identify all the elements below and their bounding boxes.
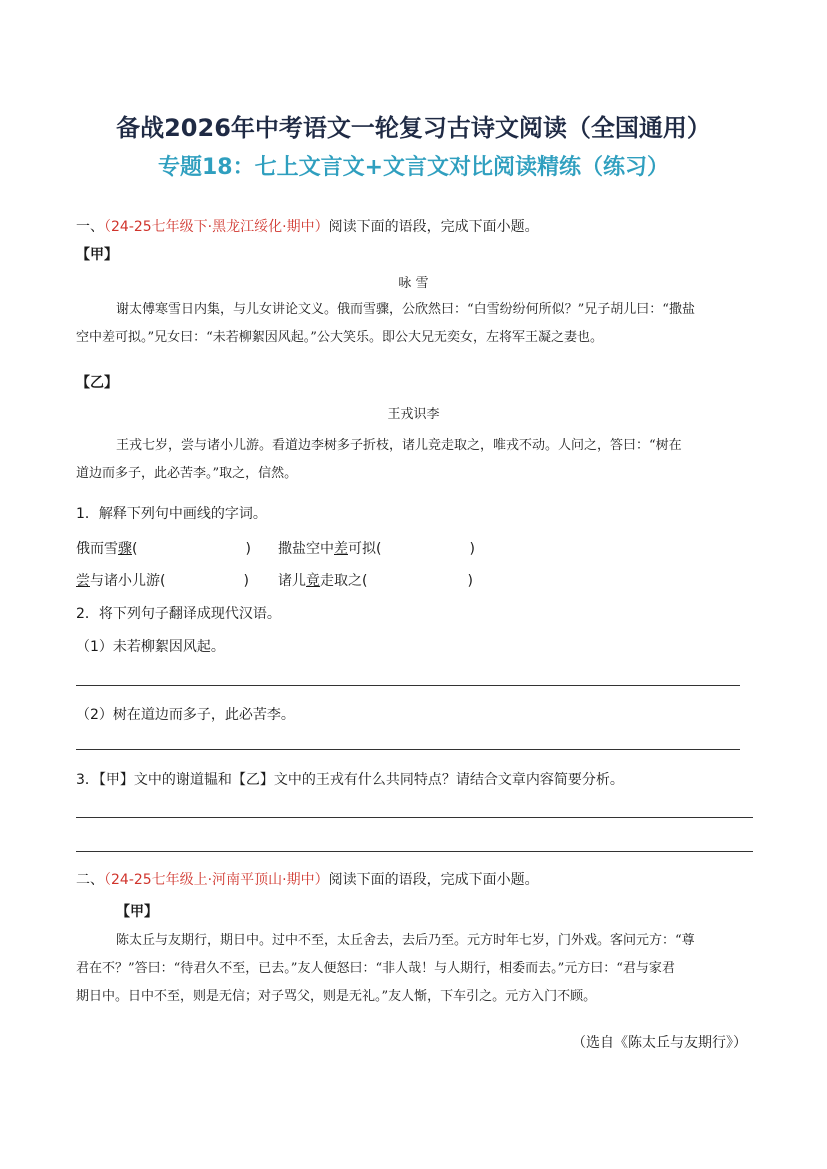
jia-label: 【甲】	[76, 247, 118, 263]
q1-prompt: 1．解释下列句中画线的字词。	[76, 506, 267, 522]
q2-sentence-1: （1）未若柳絮因风起。	[76, 639, 225, 655]
underlined-word: 竟	[306, 573, 320, 589]
q1-item: 尝与诸小儿游( )	[76, 573, 249, 589]
yi-label: 【乙】	[76, 375, 118, 391]
answer-line[interactable]	[76, 685, 740, 686]
yi-line-2: 道边而多子，此必苦李。”取之，信然。	[76, 466, 298, 481]
section2-jia-label: 【甲】	[116, 904, 158, 920]
section1-instruction: 阅读下面的语段，完成下面小题。	[328, 219, 539, 235]
q1-item: 俄而雪骤( )	[76, 541, 251, 557]
q2-sentence-2: （2）树在道边而多子，此必苦李。	[76, 707, 295, 723]
answer-line[interactable]	[76, 851, 753, 852]
yi-title: 王戎识李	[387, 407, 440, 422]
section2-line-1: 陈太丘与友期行，期日中。过中不至，太丘舍去，去后乃至。元方时年七岁，门外戏。客问元方：“尊	[116, 933, 695, 948]
answer-line[interactable]	[76, 749, 740, 750]
q1-item: 撒盐空中差可拟( )	[278, 541, 475, 557]
jia-text	[76, 296, 695, 352]
citation: （选自《陈太丘与友期行》）	[572, 1035, 747, 1051]
yi-text	[76, 432, 682, 488]
section1-source: （24-25七年级下·黑龙江绥化·期中）	[104, 219, 329, 235]
section2-heading	[76, 869, 539, 889]
section2-instruction: 阅读下面的语段，完成下面小题。	[328, 872, 539, 888]
section1-number: 一、	[76, 219, 104, 235]
section2-source: （24-25七年级上·河南平顶山·期中）	[104, 872, 329, 888]
q3-prompt: 3．【甲】文中的谢道韫和【乙】文中的王戎有什么共同特点？请结合文章内容简要分析。	[76, 772, 624, 788]
underlined-word: 差	[334, 541, 348, 557]
section2-text	[76, 927, 695, 1011]
q1-item: 诸儿竟走取之( )	[278, 573, 473, 589]
section2-line-3: 期日中。日中不至，则是无信；对子骂父，则是无礼。”友人惭，下车引之。元方入门不顾。	[76, 989, 597, 1004]
section2-number: 二、	[76, 872, 104, 888]
section1-heading	[76, 216, 539, 236]
q2-prompt: 2．将下列句子翻译成现代汉语。	[76, 606, 281, 622]
yi-line-1: 王戎七岁，尝与诸小儿游。看道边李树多子折枝，诸儿竞走取之，唯戎不动。人问之，答曰：“树在	[116, 438, 682, 453]
jia-line-2: 空中差可拟。”兄女曰：“未若柳絮因风起。”公大笑乐。即公大兄无奕女，左将军王凝之妻也。	[76, 330, 603, 345]
section2-line-2: 君在不？”答曰：“待君久不至，已去。”友人便怒曰：“非人哉！与人期行，相委而去。”元方曰：“君与家君	[76, 961, 675, 976]
underlined-word: 骤	[118, 541, 132, 557]
jia-title: 咏 雪	[398, 276, 429, 291]
page-subtitle: 专题18：七上文言文+文言文对比阅读精练（练习）	[157, 155, 670, 180]
answer-line[interactable]	[76, 817, 753, 818]
underlined-word: 尝	[76, 573, 90, 589]
jia-line-1: 谢太傅寒雪日内集，与儿女讲论文义。俄而雪骤，公欣然曰：“白雪纷纷何所似？”兄子胡儿曰：“撒盐	[116, 302, 695, 317]
page-title: 备战2026年中考语文一轮复习古诗文阅读（全国通用）	[116, 114, 711, 142]
